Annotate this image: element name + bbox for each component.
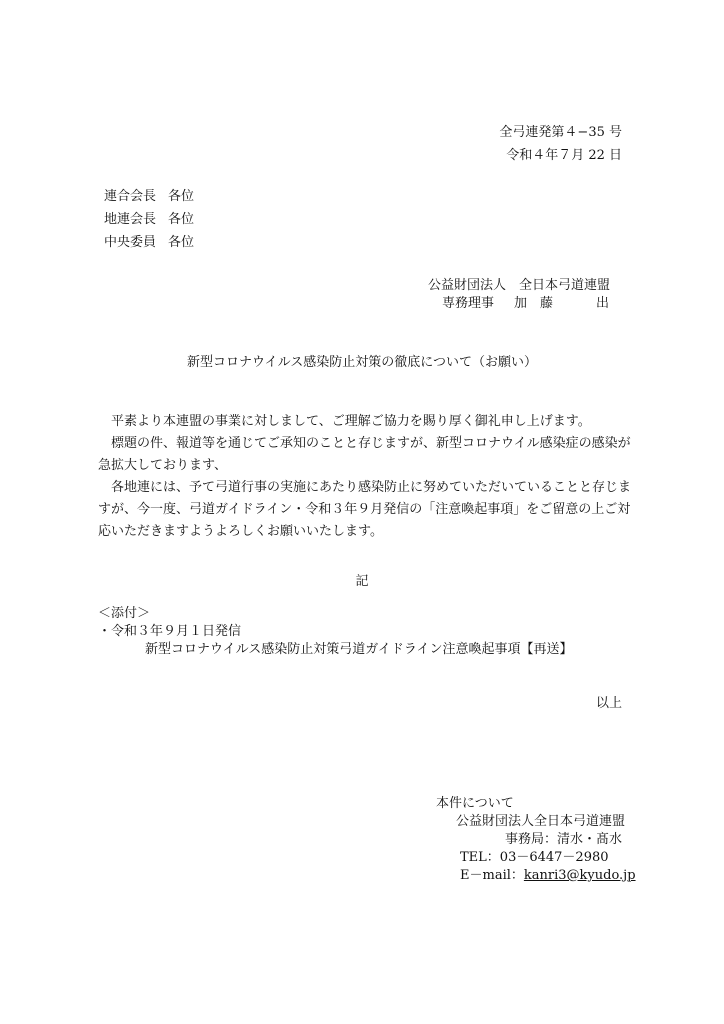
body-paragraph: 平素より本連盟の事業に対しまして、ご理解ご協力を賜り厚く御礼申し上げます。	[111, 414, 591, 429]
document-number: 全弓連発第４−35 号	[499, 125, 622, 140]
contact-organization: 公益財団法人全日本弓道連盟	[456, 814, 626, 829]
document-date: 令和４年７月 22 日	[506, 148, 622, 163]
recipient-honorific: 各位	[168, 212, 195, 227]
sender-organization: 公益財団法人 全日本弓道連盟	[428, 278, 611, 293]
recipient-item	[104, 188, 194, 206]
recipient-honorific: 各位	[168, 235, 195, 250]
recipient-honorific: 各位	[168, 189, 195, 204]
contact-tel: TEL：03－6447－2980	[460, 850, 609, 865]
attachment-heading: ＜添付＞	[98, 606, 151, 621]
sender-name-given: 出	[596, 296, 610, 311]
body-paragraph: 標題の件、報道等を通じてご承知のことと存じますが、新型コロナウイル感染症の感染が急拡大しております、	[98, 436, 631, 473]
contact-email-row	[460, 867, 636, 885]
attachment-item-date: ・令和３年９月１日発信	[98, 624, 242, 639]
body-paragraph: 各地連には、予て弓道行事の実施にあたり感染防止に努めていただいていることと存じますが、今一度、弓道ガイドライン・令和３年９月発信の「注意喚起事項」をご留意の上ご対応いただきますようよろしくお願いいたします。	[98, 480, 632, 539]
sender-position: 専務理事	[442, 296, 495, 311]
ki-heading: 記	[355, 574, 369, 589]
recipient-title: 連合会長	[104, 189, 157, 204]
subject-title: 新型コロナウイルス感染防止対策の徹底について（お願い）	[187, 355, 537, 370]
contact-email-label: E－mail：	[460, 868, 524, 883]
closing-text: 以上	[595, 696, 622, 711]
contact-office: 事務局：清水・髙水	[504, 832, 622, 847]
recipient-item	[104, 211, 194, 229]
recipient-title: 中央委員	[104, 235, 157, 250]
body-text	[98, 411, 634, 543]
recipient-item	[104, 234, 194, 252]
sender-block	[442, 295, 622, 313]
recipient-title: 地連会長	[104, 212, 157, 227]
contact-email-link[interactable]: kanri3@kyudo.jp	[523, 868, 636, 883]
attachment-item-title: 新型コロナウイルス感染防止対策弓道ガイドライン注意喚起事項【再送】	[145, 642, 573, 657]
contact-heading: 本件について	[436, 796, 514, 811]
sender-name-family: 加 藤	[514, 296, 554, 311]
